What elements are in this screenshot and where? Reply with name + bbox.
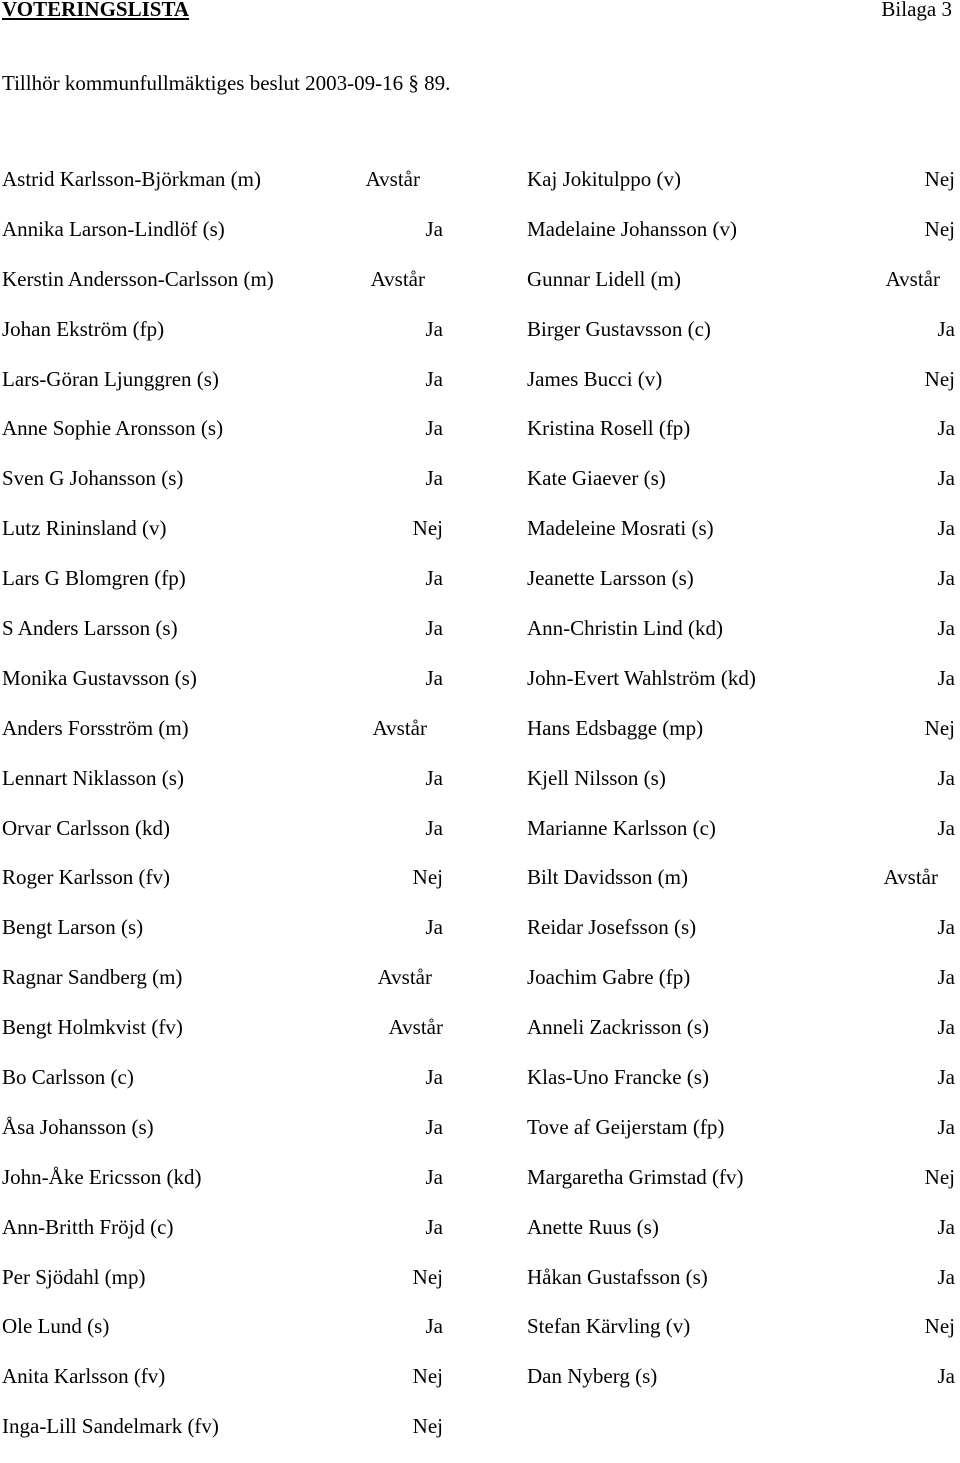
right-member-name: Gunnar Lidell (m) [527,266,681,291]
vote-list [0,166,960,1463]
left-member-name: Anders Forsström (m) [2,715,189,740]
left-member-vote: Avstår [370,266,425,291]
right-member-name: Kjell Nilsson (s) [527,765,666,790]
document-title: VOTERINGSLISTA [2,0,190,21]
vote-row [0,715,960,765]
left-member-name: S Anders Larsson (s) [2,616,178,641]
vote-row [0,1064,960,1114]
right-member-vote: Ja [937,815,955,840]
left-member-name: Astrid Karlsson-Björkman (m) [2,167,261,191]
left-member-name: Lars-Göran Ljunggren (s) [2,366,219,391]
vote-row [0,914,960,964]
right-member-vote: Ja [937,316,955,341]
right-member-name: John-Evert Wahlström (kd) [527,665,756,690]
left-member-name: Anita Karlsson (fv) [2,1364,166,1389]
left-member-vote: Ja [425,416,443,441]
right-member-vote: Ja [937,466,955,491]
appendix-label: Bilaga 3 [881,0,952,21]
right-member-vote: Ja [937,1364,955,1389]
left-member-vote: Ja [425,566,443,591]
vote-row [0,1264,960,1314]
left-member-vote: Ja [425,1314,443,1339]
left-member-name: Bengt Holmkvist (fv) [2,1015,183,1040]
left-member-name: Monika Gustavsson (s) [2,665,197,690]
vote-row [0,565,960,615]
left-member-vote: Nej [412,1414,443,1439]
vote-row [0,465,960,515]
right-member-vote: Avstår [883,865,938,890]
right-member-vote: Ja [937,516,955,541]
vote-row [0,366,960,416]
left-member-vote: Ja [425,366,443,391]
left-member-vote: Nej [412,865,443,890]
decision-reference: Tillhör kommunfullmäktiges beslut 2003-09-16 § 89. [2,71,451,95]
left-member-vote: Ja [425,665,443,690]
left-member-name: Lutz Rininsland (v) [2,516,167,541]
left-member-vote: Ja [425,466,443,491]
right-member-name: Anette Ruus (s) [527,1214,659,1239]
right-member-vote: Ja [937,1015,955,1040]
vote-row [0,1164,960,1214]
right-member-vote: Nej [924,216,955,241]
vote-row [0,1363,960,1413]
right-member-vote: Nej [924,715,955,740]
right-member-name: Madelaine Johansson (v) [527,216,737,241]
left-member-name: Sven G Johansson (s) [2,466,184,491]
right-member-name: Klas-Uno Francke (s) [527,1065,709,1090]
vote-row [0,1214,960,1264]
vote-row [0,415,960,465]
left-member-name: Lars G Blomgren (fp) [2,566,186,591]
right-member-vote: Ja [937,616,955,641]
right-member-name: Håkan Gustafsson (s) [527,1264,708,1289]
left-member-name: Bengt Larson (s) [2,915,144,940]
left-member-vote: Ja [425,216,443,241]
left-member-name: Roger Karlsson (fv) [2,865,170,890]
vote-row [0,765,960,815]
right-member-name: Bilt Davidsson (m) [527,865,688,890]
right-member-name: Reidar Josefsson (s) [527,915,697,940]
left-member-vote: Nej [412,516,443,541]
left-member-name: Anne Sophie Aronsson (s) [2,416,224,441]
left-member-name: Johan Ekström (fp) [2,316,165,341]
right-member-vote: Nej [924,1164,955,1189]
right-member-name: Kristina Rosell (fp) [527,416,691,441]
left-member-vote: Ja [425,1065,443,1090]
left-member-name: Per Sjödahl (mp) [2,1264,146,1289]
vote-row [0,216,960,266]
right-member-name: Anneli Zackrisson (s) [527,1015,709,1040]
right-member-name: Kate Giaever (s) [527,466,666,491]
left-member-name: Bo Carlsson (c) [2,1065,134,1090]
vote-row [0,864,960,914]
right-member-name: Marianne Karlsson (c) [527,815,716,840]
vote-row [0,665,960,715]
right-member-vote: Ja [937,1264,955,1289]
right-member-vote: Ja [937,566,955,591]
right-member-name: Birger Gustavsson (c) [527,316,711,341]
left-member-vote: Ja [425,765,443,790]
right-member-vote: Ja [937,1214,955,1239]
vote-row [0,515,960,565]
vote-row [0,815,960,865]
left-member-name: Orvar Carlsson (kd) [2,815,170,840]
left-member-name: John-Åke Ericsson (kd) [2,1164,202,1189]
right-member-name: Dan Nyberg (s) [527,1364,658,1389]
vote-row [0,166,960,216]
left-member-vote: Ja [425,1164,443,1189]
right-member-vote: Ja [937,416,955,441]
right-member-vote: Ja [937,965,955,990]
left-member-vote: Ja [425,915,443,940]
right-member-name: Tove af Geijerstam (fp) [527,1114,725,1139]
left-member-name: Ann-Britth Fröjd (c) [2,1214,174,1239]
right-member-name: Kaj Jokitulppo (v) [527,167,681,191]
left-member-vote: Avstår [377,965,432,990]
left-member-vote: Ja [425,815,443,840]
right-member-name: Stefan Kärvling (v) [527,1314,691,1339]
vote-row [0,1014,960,1064]
right-member-vote: Ja [937,1114,955,1139]
right-member-vote: Nej [924,167,955,191]
vote-row [0,964,960,1014]
right-member-name: Jeanette Larsson (s) [527,566,694,591]
vote-row [0,1413,960,1463]
vote-row [0,1313,960,1363]
left-member-vote: Nej [412,1364,443,1389]
right-member-vote: Ja [937,915,955,940]
right-member-name: Madeleine Mosrati (s) [527,516,714,541]
right-member-name: Ann-Christin Lind (kd) [527,616,723,641]
left-member-vote: Avstår [372,715,427,740]
right-member-vote: Avstår [885,266,940,291]
left-member-name: Kerstin Andersson-Carlsson (m) [2,266,274,291]
left-member-name: Annika Larson-Lindlöf (s) [2,216,225,241]
left-member-vote: Avstår [388,1015,443,1040]
left-member-vote: Ja [425,1114,443,1139]
right-member-name: Hans Edsbagge (mp) [527,715,704,740]
left-member-vote: Ja [425,616,443,641]
vote-row [0,1114,960,1164]
right-member-name: Joachim Gabre (fp) [527,965,691,990]
right-member-vote: Nej [924,1314,955,1339]
left-member-vote: Ja [425,1214,443,1239]
vote-row [0,316,960,366]
left-member-name: Ragnar Sandberg (m) [2,965,183,990]
right-member-vote: Ja [937,765,955,790]
right-member-name: Margaretha Grimstad (fv) [527,1164,744,1189]
left-member-vote: Nej [412,1264,443,1289]
vote-row [0,266,960,316]
left-member-name: Åsa Johansson (s) [2,1114,154,1139]
right-member-vote: Ja [937,665,955,690]
left-member-name: Lennart Niklasson (s) [2,765,184,790]
right-member-name: James Bucci (v) [527,366,663,391]
left-member-vote: Avstår [365,167,420,191]
left-member-name: Ole Lund (s) [2,1314,110,1339]
left-member-vote: Ja [425,316,443,341]
right-member-vote: Ja [937,1065,955,1090]
right-member-vote: Nej [924,366,955,391]
vote-row [0,615,960,665]
left-member-name: Inga-Lill Sandelmark (fv) [2,1414,219,1439]
